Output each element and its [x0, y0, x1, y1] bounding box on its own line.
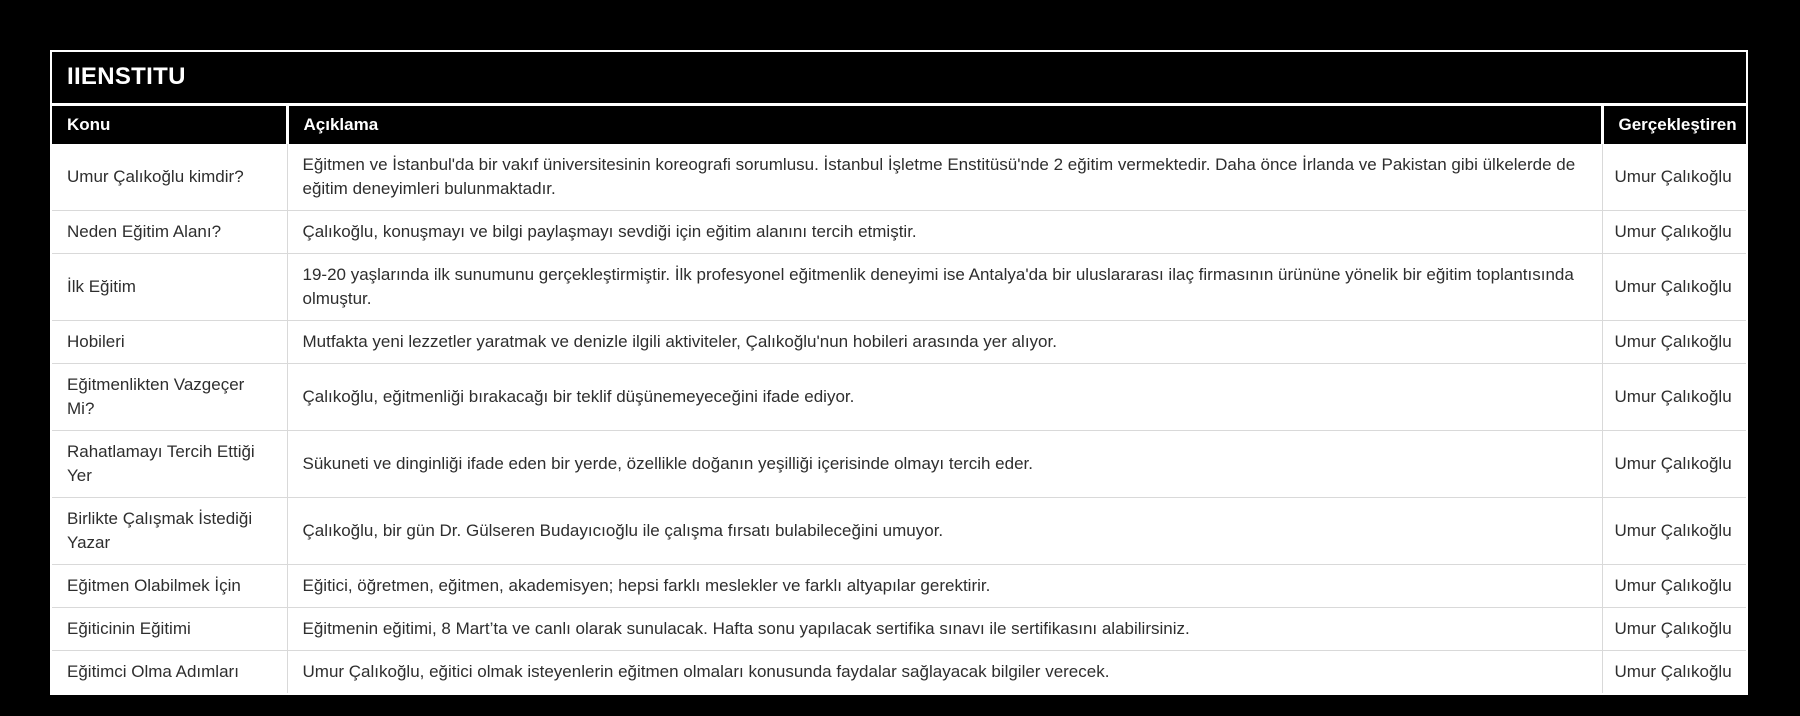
table-row — [52, 565, 1746, 608]
performer-cell: Umur Çalıkoğlu — [1602, 608, 1746, 651]
description-cell: Mutfakta yeni lezzetler yaratmak ve denizle ilgili aktiviteler, Çalıkoğlu'nun hobileri arasında yer alıyor. — [287, 321, 1602, 364]
table-row — [52, 431, 1746, 498]
description-cell: Çalıkoğlu, konuşmayı ve bilgi paylaşmayı sevdiği için eğitim alanını tercih etmiştir. — [287, 211, 1602, 254]
column-header-gerceklestiren: Gerçekleştiren — [1602, 106, 1746, 144]
page-title: IIENSTITU — [52, 52, 1746, 106]
info-table-card — [50, 50, 1748, 695]
table-row — [52, 211, 1746, 254]
table-row — [52, 651, 1746, 694]
performer-cell: Umur Çalıkoğlu — [1602, 651, 1746, 694]
topic-cell: İlk Eğitim — [52, 254, 287, 321]
column-header-konu: Konu — [52, 106, 287, 144]
performer-cell: Umur Çalıkoğlu — [1602, 144, 1746, 211]
performer-cell: Umur Çalıkoğlu — [1602, 431, 1746, 498]
description-cell: Çalıkoğlu, bir gün Dr. Gülseren Budayıcıoğlu ile çalışma fırsatı bulabileceğini umuyor. — [287, 498, 1602, 565]
topic-cell: Hobileri — [52, 321, 287, 364]
description-cell: Çalıkoğlu, eğitmenliği bırakacağı bir teklif düşünemeyeceğini ifade ediyor. — [287, 364, 1602, 431]
topic-cell: Eğitmenlikten Vazgeçer Mi? — [52, 364, 287, 431]
performer-cell: Umur Çalıkoğlu — [1602, 565, 1746, 608]
performer-cell: Umur Çalıkoğlu — [1602, 321, 1746, 364]
performer-cell: Umur Çalıkoğlu — [1602, 364, 1746, 431]
description-cell: Eğitmenin eğitimi, 8 Mart’ta ve canlı olarak sunulacak. Hafta sonu yapılacak sertifika sınavı ile sertifikasını alabilirsiniz. — [287, 608, 1602, 651]
description-cell: Eğitmen ve İstanbul'da bir vakıf üniversitesinin koreografi sorumlusu. İstanbul İşletme Enstitüsü'nde 2 eğitim vermektedir. Daha önce İrlanda ve Pakistan gibi ülkelerde de eğitim deneyimleri bulunmaktadır. — [287, 144, 1602, 211]
description-cell: Sükuneti ve dinginliği ifade eden bir yerde, özellikle doğanın yeşilliği içerisinde olmayı tercih eder. — [287, 431, 1602, 498]
table-row — [52, 498, 1746, 565]
topic-cell: Rahatlamayı Tercih Ettiği Yer — [52, 431, 287, 498]
table-row — [52, 364, 1746, 431]
topic-cell: Umur Çalıkoğlu kimdir? — [52, 144, 287, 211]
column-header-aciklama: Açıklama — [287, 106, 1602, 144]
table-row — [52, 608, 1746, 651]
description-cell: Eğitici, öğretmen, eğitmen, akademisyen; hepsi farklı meslekler ve farklı altyapılar gerektirir. — [287, 565, 1602, 608]
table-row — [52, 321, 1746, 364]
header-row — [52, 106, 1746, 144]
topic-cell: Eğitmen Olabilmek İçin — [52, 565, 287, 608]
topic-cell: Eğiticinin Eğitimi — [52, 608, 287, 651]
topic-cell: Neden Eğitim Alanı? — [52, 211, 287, 254]
topic-cell: Eğitimci Olma Adımları — [52, 651, 287, 694]
performer-cell: Umur Çalıkoğlu — [1602, 254, 1746, 321]
description-cell: 19-20 yaşlarında ilk sunumunu gerçekleştirmiştir. İlk profesyonel eğitmenlik deneyimi ise Antalya'da bir uluslararası ilaç firmasının ürününe yönelik bir eğitim toplantısında olmuştur. — [287, 254, 1602, 321]
performer-cell: Umur Çalıkoğlu — [1602, 498, 1746, 565]
table-row — [52, 254, 1746, 321]
info-table — [52, 106, 1746, 693]
table-row — [52, 144, 1746, 211]
description-cell: Umur Çalıkoğlu, eğitici olmak isteyenlerin eğitmen olmaları konusunda faydalar sağlayacak bilgiler verecek. — [287, 651, 1602, 694]
performer-cell: Umur Çalıkoğlu — [1602, 211, 1746, 254]
topic-cell: Birlikte Çalışmak İstediği Yazar — [52, 498, 287, 565]
